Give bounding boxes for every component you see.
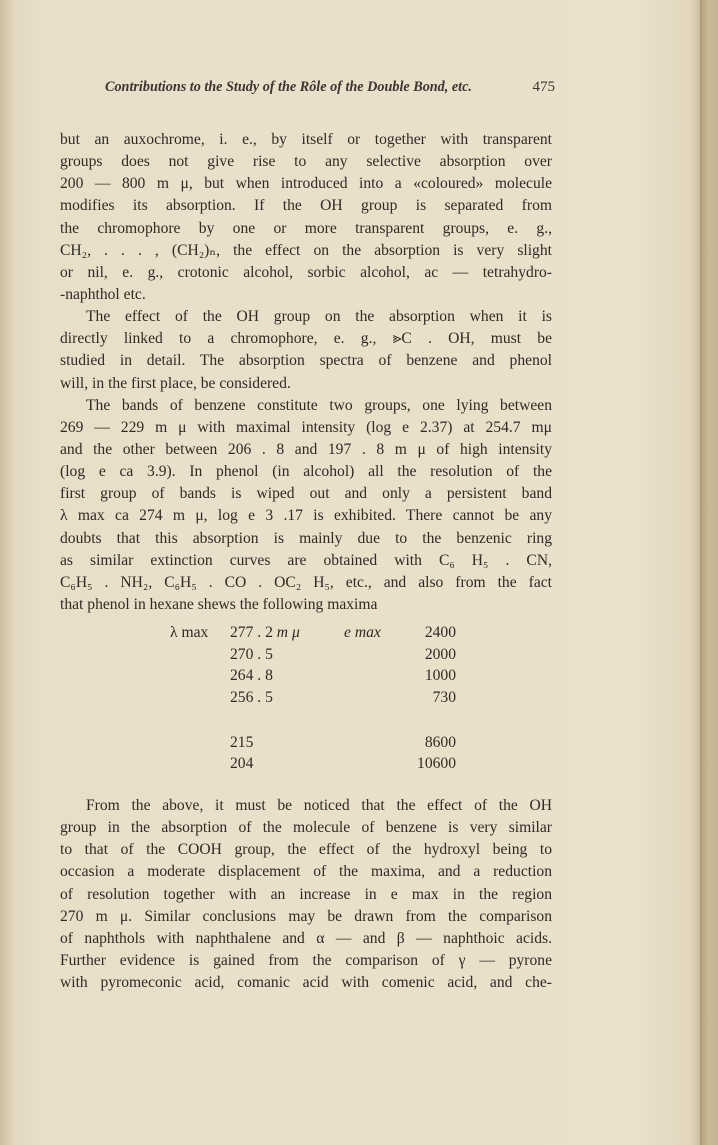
text-line: and the other between 206 . 8 and 197 . 8 m μ of high intensity — [60, 440, 552, 458]
e-value: 730 — [432, 689, 456, 707]
lambda-max-label: λ max — [170, 624, 209, 641]
text-line: first group of bands is wiped out and only a persistent band — [60, 485, 552, 503]
e-max-label: e max — [344, 624, 381, 641]
text-line: The bands of benzene constitute two groups, one lying between — [86, 396, 552, 414]
text-line: Further evidence is gained from the comparison of γ — pyrone — [60, 951, 552, 969]
table-row — [170, 644, 470, 666]
lambda-number: 204 — [230, 755, 254, 773]
maxima-table — [170, 622, 470, 775]
text-line: occasion a moderate displacement of the maxima, and a reduction — [60, 863, 552, 881]
table-row — [170, 622, 470, 644]
table-row — [170, 665, 470, 687]
text-line: 270 m μ. Similar conclusions may be drawn from the comparison — [60, 907, 552, 925]
lambda-number: 256 . 5 — [230, 689, 273, 707]
running-title: Contributions to the Study of the Rôle of the Double Bond, etc. — [105, 79, 472, 95]
text-line: doubts that this absorption is mainly due to the benzenic ring — [60, 529, 552, 547]
text-line: as similar extinction curves are obtained with C₆ H₅ . CN, — [60, 551, 552, 569]
text-line: -naphthol etc. — [60, 285, 146, 303]
page-edge — [700, 0, 718, 1145]
table-gap — [170, 709, 470, 732]
text-line: of resolution together with an increase in e max in the region — [60, 885, 552, 903]
text-line: or nil, e. g., crotonic alcohol, sorbic alcohol, ac — tetrahydro- — [60, 263, 552, 281]
text-line: C₆H₅ . NH₂, C₆H₅ . CO . OC₂ H₅, etc., and also from the fact — [60, 573, 552, 591]
text-line: 269 — 229 m μ with maximal intensity (log e 2.37) at 254.7 mμ — [60, 418, 552, 436]
text-line: group in the absorption of the molecule of benzene is very similar — [60, 819, 552, 837]
table-row — [170, 687, 470, 709]
text-line: modifies its absorption. If the OH group is separated from — [60, 197, 552, 215]
text-line: CH₂, . . . , (CH₂)ₙ, the effect on the absorption is very slight — [60, 241, 552, 259]
text-line: of naphthols with naphthalene and α — and β — naphthoic acids. — [60, 929, 552, 947]
e-value: 2000 — [424, 645, 456, 663]
text-line: 200 — 800 m μ, but when introduced into a «coloured» molecule — [60, 175, 552, 193]
text-line: (log e ca 3.9). In phenol (in alcohol) all the resolution of the — [60, 463, 552, 481]
e-value: 1000 — [424, 667, 456, 685]
table-row — [170, 732, 470, 754]
text-line: the chromophore by one or more transparent groups, e. g., — [60, 219, 552, 237]
page-number: 475 — [532, 79, 555, 95]
text-line: will, in the first place, be considered. — [60, 374, 291, 392]
text-line: to that of the COOH group, the effect of the hydroxyl being to — [60, 841, 552, 859]
lambda-value — [230, 622, 300, 644]
running-header — [105, 79, 555, 103]
table-row — [170, 753, 470, 775]
text-line: From the above, it must be noticed that the effect of the OH — [86, 797, 552, 814]
lambda-number: 215 — [230, 733, 254, 751]
e-value: 8600 — [424, 733, 456, 751]
text-line: with pyromeconic acid, comanic acid with comenic acid, and che- — [60, 974, 552, 992]
text-line: λ max ca 274 m μ, log e 3 .17 is exhibited. There cannot be any — [60, 507, 552, 525]
text-line: groups does not give rise to any selective absorption over — [60, 153, 552, 171]
text-line: directly linked to a chromophore, e. g., ⪢C . OH, must be — [60, 330, 552, 348]
lambda-number: 277 . 2 — [230, 624, 273, 641]
text-line: studied in detail. The absorption spectra of benzene and phenol — [60, 352, 552, 370]
e-value: 10600 — [417, 755, 456, 773]
text-line: that phenol in hexane shews the following maxima — [60, 595, 378, 613]
text-line: The effect of the OH group on the absorption when it is — [86, 308, 552, 326]
lambda-number: 264 . 8 — [230, 667, 273, 685]
unit-label: m μ — [276, 624, 300, 641]
closing-paragraph — [60, 795, 552, 994]
e-value: 2400 — [424, 624, 456, 641]
body-text — [60, 129, 552, 616]
lambda-number: 270 . 5 — [230, 645, 273, 663]
text-line: but an auxochrome, i. e., by itself or together with transparent — [60, 131, 552, 148]
